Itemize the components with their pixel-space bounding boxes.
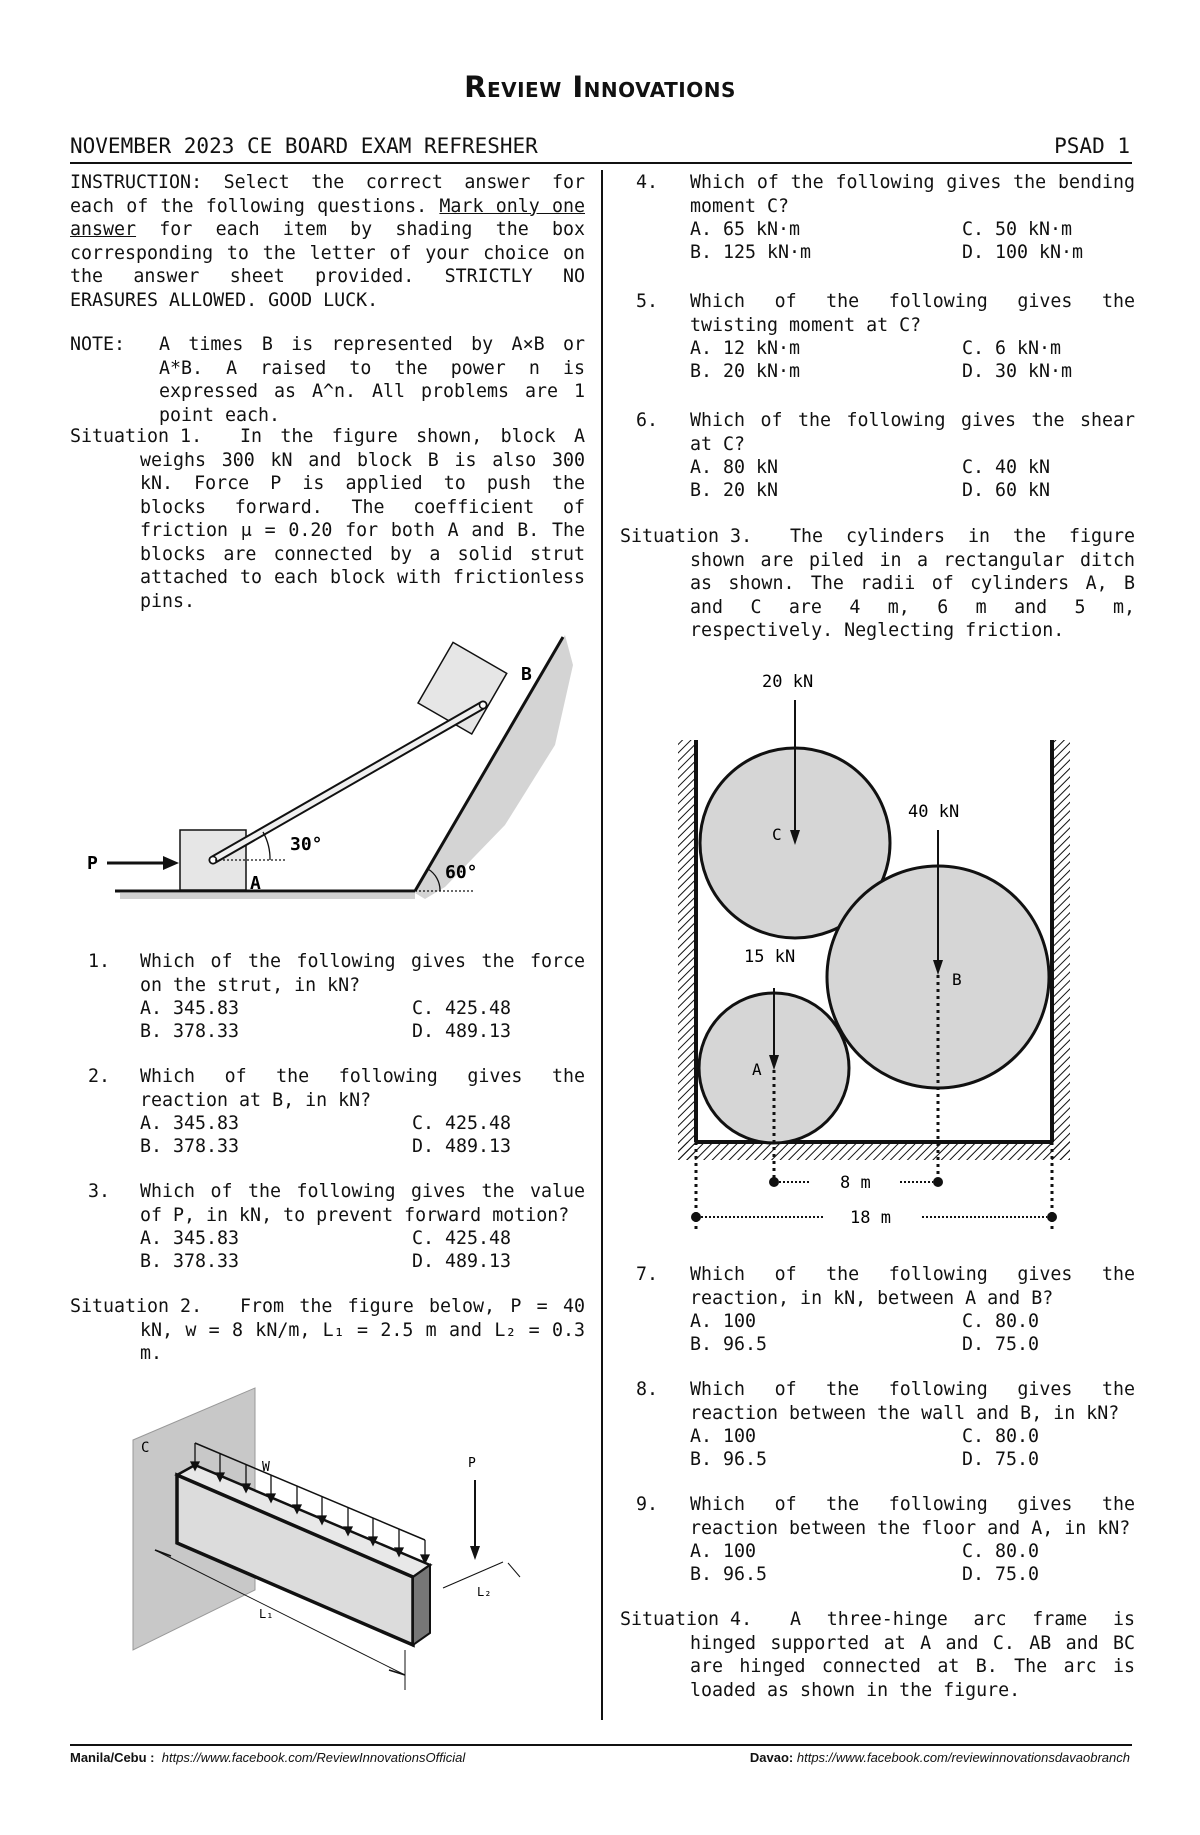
situation-1-text-block [70,425,585,613]
question-7 [620,1263,1135,1357]
option-c: C. 425.48 [412,998,512,1019]
question-number: 1. [88,951,111,972]
force-p-label: P [87,853,98,874]
beam-end [413,1565,430,1645]
force-40kn-label: 40 kN [908,802,960,822]
option-c: C. 425.48 [412,1228,512,1249]
figure-cylinders [660,660,1100,1240]
question-text: Which of the following gives the force on the strut, in kN? [140,951,585,996]
question-text: Which of the following gives the shear at C? [690,410,1135,455]
situation-1-text: In the figure shown, block A weighs 300 kN and block B is also 300 kN. Force P is applied to push the blocks forward. The coefficient of friction μ = 0.20 for both A and B. The blocks are connected by a solid strut attached to each block with frictionless pins. [140,426,585,612]
footer-left-link[interactable]: https://www.facebook.com/ReviewInnovationsOfficial [161,1750,466,1765]
dim-8m-end [933,1177,943,1187]
option-c: C. 80.0 [962,1541,1040,1562]
option-b: B. 96.5 [690,1334,768,1355]
situation-3 [620,525,1135,643]
question-6 [620,409,1135,503]
situation-3-text: The cylinders in the figure shown are piled in a rectangular ditch as shown. The radii of cylinders A, B and C are 4 m, 6 m and 5 m, respectively. Neglecting friction. [690,526,1135,641]
question-text: Which of the following gives the twisting moment at C? [690,291,1135,336]
option-d: D. 60 kN [962,480,1051,501]
left-wall-hatch [678,740,696,1160]
option-c: C. 80.0 [962,1311,1040,1332]
question-text: Which of the following gives the bending moment C? [690,172,1135,217]
option-d: D. 489.13 [412,1021,512,1042]
cylinder-c-label: C [772,825,782,844]
option-d: D. 75.0 [962,1564,1040,1585]
question-number: 3. [88,1181,111,1202]
question-number: 8. [636,1379,659,1400]
situation-2-label: Situation 2. [70,1296,203,1317]
force-15kn-label: 15 kN [744,947,796,967]
pin-b [480,702,487,709]
strut [213,705,483,860]
note-label: NOTE: [70,334,126,355]
force-p-head [470,1546,480,1560]
question-number: 2. [88,1066,111,1087]
option-b: B. 125 kN·m [690,242,812,263]
dim-18m-end [1047,1212,1057,1222]
footer-right-label: Davao: [749,1750,794,1765]
exam-code: PSAD 1 [1054,134,1130,158]
dim-8m-start [769,1177,779,1187]
force-20kn-label: 20 kN [762,672,814,692]
question-8 [620,1378,1135,1472]
ground-shade [120,893,415,899]
figure-blocks-strut [85,625,585,900]
column-divider [601,170,603,1720]
block-a-label: A [250,873,261,894]
option-b: B. 96.5 [690,1564,768,1585]
option-c: C. 6 kN·m [962,338,1062,359]
option-d: D. 75.0 [962,1334,1040,1355]
situation-2 [70,1295,585,1366]
option-d: D. 489.13 [412,1251,512,1272]
footer-rule [70,1744,1132,1746]
question-text: Which of the following gives the reaction at B, in kN? [140,1066,585,1111]
load-w-label: W [262,1460,270,1475]
option-a: A. 345.83 [140,1228,240,1249]
note-text: A times B is represented by A×B or A*B. A raised to the power n is expressed as A^n. All problems are 1 point each. [159,334,585,426]
footer-left-label: Manila/Cebu : [70,1750,155,1765]
option-b: B. 378.33 [140,1136,240,1157]
footer-left [70,1750,465,1765]
question-text: Which of the following gives the reaction between the wall and B, in kN? [690,1379,1135,1424]
question-4 [620,171,1135,265]
dim-8m-label: 8 m [840,1173,871,1193]
header-rule [70,162,1132,164]
option-b: B. 378.33 [140,1021,240,1042]
angle-60-label: 60° [445,862,478,883]
instruction-text-2: for each item by shading the box corresponding to the letter of your choice on the answer sheet provided. STRICTLY NO ERASURES ALLOWED. GOOD LUCK. [70,219,585,311]
option-a: A. 100 [690,1541,757,1562]
option-d: D. 100 kN·m [962,242,1084,263]
question-9 [620,1493,1135,1587]
instruction-emphasis: Mark only one answer [70,195,585,240]
situation-3-label: Situation 3. [620,526,753,547]
floor-hatch [678,1142,1070,1160]
question-5 [620,290,1135,384]
cylinder-a-label: A [752,1060,762,1079]
option-d: D. 489.13 [412,1136,512,1157]
dim-18m-start [691,1212,701,1222]
option-c: C. 425.48 [412,1113,512,1134]
angle-30-label: 30° [290,834,323,855]
question-text: Which of the following gives the reaction, in kN, between A and B? [690,1264,1135,1309]
situation-1 [70,425,585,612]
option-d: D. 30 kN·m [962,361,1073,382]
figure-cantilever [125,1380,535,1700]
question-3 [70,1180,585,1274]
option-a: A. 65 kN·m [690,219,801,240]
question-text: Which of the following gives the value of P, in kN, to prevent forward motion? [140,1181,585,1226]
option-a: A. 12 kN·m [690,338,801,359]
instruction-text: INSTRUCTION: Select the correct answer for each of the following questions. [70,172,585,217]
option-d: D. 75.0 [962,1449,1040,1470]
question-number: 6. [636,410,659,431]
question-2 [70,1065,585,1159]
arc-30 [263,832,270,860]
option-c: C. 50 kN·m [962,219,1073,240]
dim-18m-label: 18 m [850,1208,891,1228]
situation-1-label: Situation 1. [70,426,203,447]
question-text: Which of the following gives the reaction between the floor and A, in kN? [690,1494,1135,1539]
force-p-arrowhead [163,856,179,870]
force-p-label: P [468,1456,476,1471]
option-c: C. 40 kN [962,457,1051,478]
exam-title: NOVEMBER 2023 CE BOARD EXAM REFRESHER [70,134,538,158]
question-number: 7. [636,1264,659,1285]
block-b-label: B [521,664,532,685]
option-a: A. 345.83 [140,1113,240,1134]
situation-4-label: Situation 4. [620,1609,753,1630]
situation-2-text: From the figure below, P = 40 kN, w = 8 kN/m, L₁ = 2.5 m and L₂ = 0.3 m. [140,1296,585,1364]
option-c: C. 80.0 [962,1426,1040,1447]
right-wall-hatch [1052,740,1070,1160]
situation-4 [620,1608,1135,1702]
wall-c-label: C [141,1440,150,1456]
l2-tick [508,1563,520,1577]
question-number: 9. [636,1494,659,1515]
situation-4-text: A three-hinge arc frame is hinged supported at A and C. AB and BC are hinged connected at B. The arc is loaded as shown in the figure. [690,1609,1135,1701]
option-a: A. 100 [690,1311,757,1332]
option-a: A. 80 kN [690,457,779,478]
option-b: B. 378.33 [140,1251,240,1272]
brand-title: Review Innovations [464,70,736,104]
cylinder-b-label: B [952,970,962,989]
option-b: B. 20 kN [690,480,779,501]
question-number: 5. [636,291,659,312]
option-b: B. 20 kN·m [690,361,801,382]
instruction [70,171,585,312]
question-1 [70,950,585,1044]
option-a: A. 100 [690,1426,757,1447]
option-a: A. 345.83 [140,998,240,1019]
l2-dim [443,1562,503,1588]
question-number: 4. [636,172,659,193]
option-b: B. 96.5 [690,1449,768,1470]
l1-label: L₁ [259,1607,274,1621]
footer-right-link[interactable]: https://www.facebook.com/reviewinnovationsdavaobranch [796,1750,1130,1765]
l2-label: L₂ [477,1585,492,1599]
footer-right [750,1750,1130,1765]
note [70,333,585,426]
